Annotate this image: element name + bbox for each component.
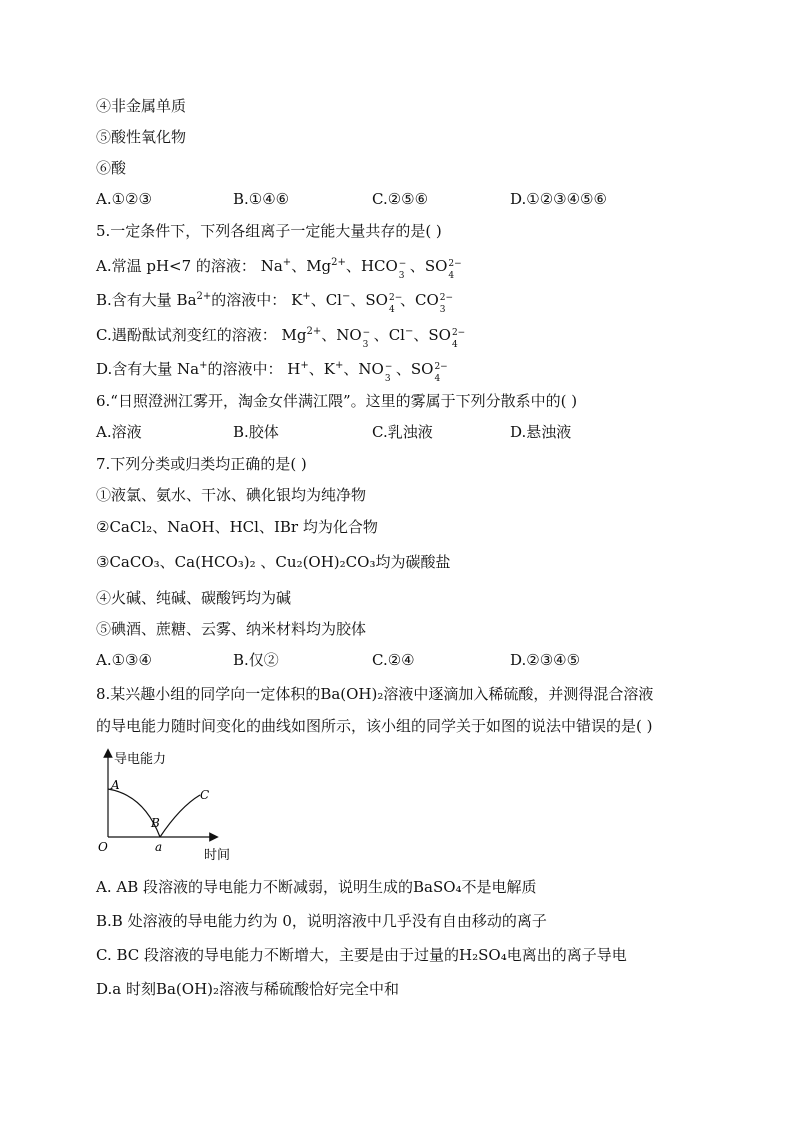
charge: − [404, 326, 414, 337]
ion: SO [410, 360, 434, 378]
charge: + [282, 257, 292, 268]
q7-choice-a[interactable]: A.①③④ [96, 651, 152, 669]
q5-option-b[interactable] [96, 287, 454, 315]
q7-item-1: ①液氯、氨水、干冰、碘化银均为纯净物 [96, 486, 367, 504]
charge: − 3 [398, 259, 407, 281]
q5-option-b-text: B.含有大量 Ba [96, 291, 197, 309]
q8-option-a[interactable]: A. AB 段溶液的导电能力不断减弱，说明生成的BaSO₄不是电解质 [96, 878, 537, 896]
ion: SO [424, 257, 448, 275]
q7-choice-b[interactable]: B.仅② [233, 651, 279, 669]
sep: 、 [310, 291, 326, 309]
point-b-label: B [151, 816, 160, 830]
charge: 2− 4 [451, 328, 466, 350]
q5-option-a-text: A.常温 pH<7 的溶液： [96, 257, 256, 275]
q5-stem: 5.一定条件下，下列各组离子一定能大量共存的是( ) [96, 222, 442, 240]
charge: 2− 4 [448, 259, 462, 281]
sep: 、 [343, 360, 359, 378]
charge: − 3 [384, 362, 393, 384]
sep: 、 [345, 257, 361, 275]
ion: H [287, 360, 301, 378]
ion: K [291, 291, 303, 309]
q6-choice-a[interactable]: A.溶液 [96, 423, 142, 441]
q5-option-b-text2: 的溶液中： [211, 291, 287, 309]
ion: SO [365, 291, 388, 309]
ion: Mg [306, 257, 332, 275]
q5-option-d-text2: 的溶液中： [207, 360, 283, 378]
ion: NO [358, 360, 384, 378]
sep: 、 [350, 291, 366, 309]
charge: 2+ [196, 291, 212, 302]
q5-option-c[interactable] [96, 322, 466, 350]
option-line-4: ④非金属单质 [96, 97, 187, 115]
sep: 、 [308, 360, 324, 378]
q7-item-4: ④火碱、纯碱、碳酸钙均为碱 [96, 589, 292, 607]
ion: Na [260, 257, 283, 275]
ion: SO [428, 326, 451, 344]
q8-stem-line-2: 的导电能力随时间变化的曲线如图所示，该小组的同学关于如图的说法中错误的是( ) [96, 717, 653, 735]
q4-choice-b[interactable]: B.①④⑥ [233, 190, 290, 208]
point-a-label: A [111, 778, 120, 792]
q7-item-3: ③CaCO₃、Ca(HCO₃)₂ 、Cu₂(OH)₂CO₃均为碳酸盐 [96, 553, 451, 571]
charge: − [341, 291, 351, 302]
q4-choice-a[interactable]: A.①②③ [96, 190, 152, 208]
charge: 2− 4 [434, 362, 448, 384]
q6-choice-d[interactable]: D.悬浊液 [510, 423, 572, 441]
time-a-label: a [155, 840, 163, 854]
charge: + [335, 360, 344, 371]
origin-label: O [98, 840, 108, 854]
q4-choices [96, 189, 696, 209]
charge: + [199, 360, 208, 371]
y-axis-label: 导电能力 [114, 752, 167, 767]
sep: 、 [321, 326, 337, 344]
q7-choice-c[interactable]: C.②④ [372, 651, 415, 669]
conductivity-figure [96, 747, 246, 865]
q8-option-c[interactable]: C. BC 段溶液的导电能力不断增大，主要是由于过量的H₂SO₄电离出的离子导电 [96, 946, 627, 964]
charge: + [300, 360, 309, 371]
q7-stem: 7.下列分类或归类均正确的是( ) [96, 455, 307, 473]
sep: 、 [413, 326, 429, 344]
q5-option-d[interactable] [96, 356, 448, 384]
q6-stem: 6.“日照澄洲江雾开，淘金女伴满江隈”。这里的雾属于下列分散系中的( ) [96, 392, 578, 410]
q7-item-5: ⑤碘酒、蔗糖、云雾、纳米材料均为胶体 [96, 620, 367, 638]
charge: 2− 4 [388, 293, 403, 315]
ion: Cl [388, 326, 405, 344]
ion: Cl [325, 291, 342, 309]
q7-choice-d[interactable]: D.②③④⑤ [510, 651, 581, 669]
sep: 、 [399, 291, 415, 309]
charge: − 3 [362, 328, 371, 350]
sep: 、 [373, 326, 389, 344]
ion: CO [414, 291, 439, 309]
q8-option-d[interactable]: D.a 时刻Ba(OH)₂溶液与稀硫酸恰好完全中和 [96, 980, 400, 998]
q6-choice-c[interactable]: C.乳浊液 [372, 423, 433, 441]
sep: 、 [409, 257, 425, 275]
ion: K [323, 360, 336, 378]
option-line-5: ⑤酸性氧化物 [96, 128, 187, 146]
q4-choice-c[interactable]: C.②⑤⑥ [372, 190, 429, 208]
charge: 2− 3 [439, 293, 454, 315]
sep: 、 [291, 257, 307, 275]
q4-choice-d[interactable]: D.①②③④⑤⑥ [510, 190, 607, 208]
ion: HCO [360, 257, 398, 275]
x-axis-label: 时间 [204, 848, 231, 863]
point-c-label: C [200, 788, 210, 802]
q6-choice-b[interactable]: B.胶体 [233, 423, 279, 441]
q6-choices [96, 422, 696, 442]
q5-option-a[interactable] [96, 253, 462, 281]
sep: 、 [395, 360, 411, 378]
q5-option-d-text: D.含有大量 Na [96, 360, 200, 378]
ion: Mg [281, 326, 307, 344]
q8-option-b[interactable]: B.B 处溶液的导电能力约为 0，说明溶液中几乎没有自由移动的离子 [96, 912, 547, 930]
q5-option-c-text: C.遇酚酞试剂变红的溶液： [96, 326, 277, 344]
q7-choices [96, 650, 696, 670]
charge: 2+ [306, 326, 322, 337]
charge: 2+ [331, 257, 346, 268]
option-line-6: ⑥酸 [96, 159, 127, 177]
charge: + [302, 291, 311, 302]
curve-bc [160, 795, 200, 837]
ion: NO [336, 326, 362, 344]
q8-stem-line-1: 8.某兴趣小组的同学向一定体积的Ba(OH)₂溶液中逐滴加入稀硫酸，并测得混合溶液 [96, 685, 654, 703]
q7-item-2: ②CaCl₂、NaOH、HCl、IBr 均为化合物 [96, 518, 378, 536]
